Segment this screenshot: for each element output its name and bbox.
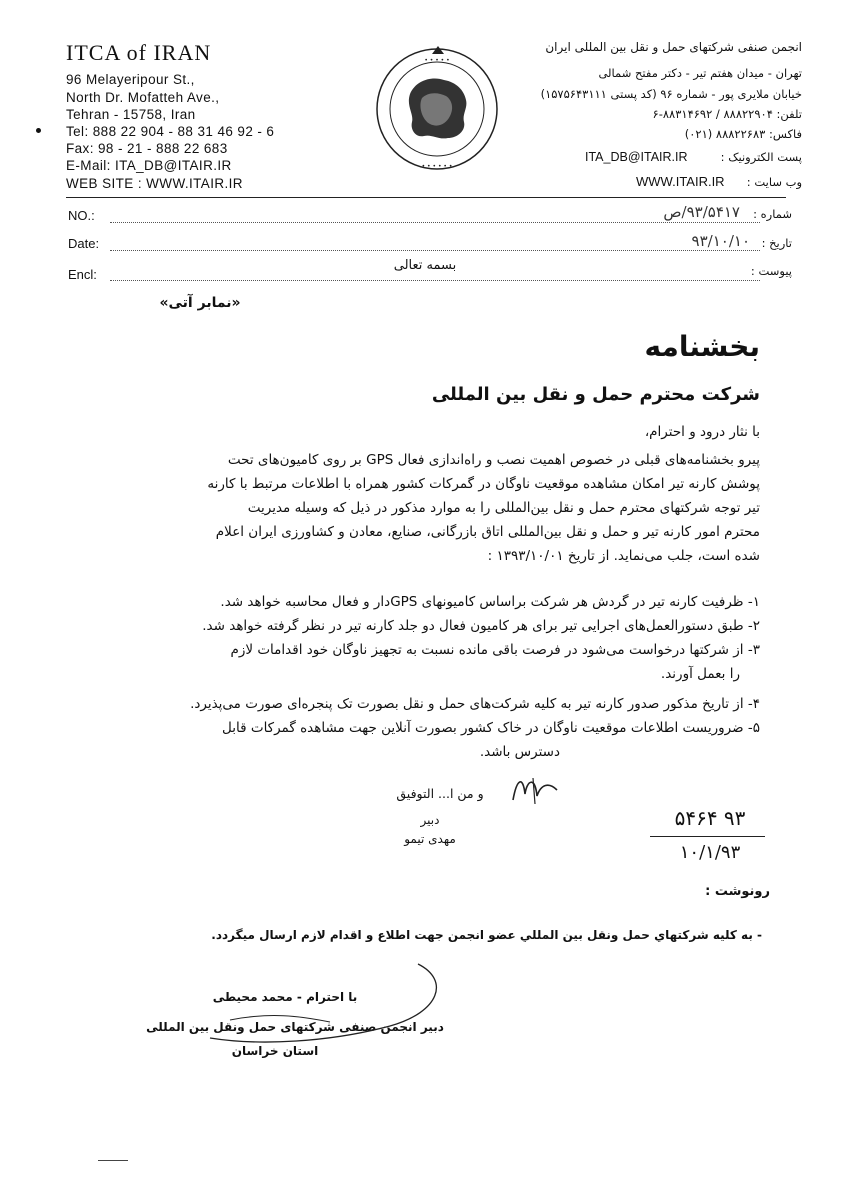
meta-no-dotline xyxy=(110,222,760,223)
letterhead-fa-email-label: پست الکترونیک : xyxy=(720,150,802,164)
letter-heading: بخشنامه xyxy=(644,330,760,363)
letter-paragraph xyxy=(100,448,760,568)
paragraph-line: محترم امور کارنه تیر و حمل و نقل بین‌المللی اتاق بازرگانی، صنایع، معادن و کشاورزی ایران اعلام xyxy=(215,524,760,540)
paragraph-line: شده است، جلب می‌نماید. از تاریخ ۱۳۹۳/۱۰/۰۱ : xyxy=(487,548,760,564)
margin-dot-icon xyxy=(36,128,41,133)
meta-no-label: NO.: xyxy=(68,208,95,223)
letterhead-en-tel: Tel: 888 22 904 - 88 31 46 92 - 6 xyxy=(66,124,275,139)
meta-encl-fa-label: پیوست : xyxy=(750,264,792,278)
signer-name: مهدی تیمو xyxy=(404,832,456,846)
meta-date-dotline xyxy=(110,250,760,251)
handwritten-signature-icon xyxy=(505,770,565,810)
letterhead-fa-tel: تلفن: ۸۸۸۲۲۹۰۴ / ۸۸۳۱۴۶۹۲-۶ xyxy=(652,107,802,121)
list-item: ۴- از تاریخ مذکور صدور کارنه تیر به کلیه شرکت‌های حمل و نقل بصورت تک پنجره‌ای صورت می‌پذیرد. xyxy=(190,696,760,712)
letterhead-fa-email-value: ITA_DB@ITAIR.IR xyxy=(585,150,688,164)
list-item: ۱- ظرفیت کارنه تیر در گردش هر شرکت براساس کامیونهای GPSدار و فعال محاسبه خواهد شد. xyxy=(220,594,760,610)
list-item: دسترس باشد. xyxy=(479,744,560,760)
letterhead-fa-address-1: تهران - میدان هفتم تیر - دکتر مفتح شمالی xyxy=(598,66,802,80)
meta-number-fa-label: شماره : xyxy=(753,207,792,221)
meta-encl-dotline xyxy=(110,280,760,281)
letterhead-en-brand: ITCA of IRAN xyxy=(66,40,212,65)
stamp-divider xyxy=(650,836,765,837)
signer-title: دبیر xyxy=(420,813,440,827)
paragraph-line: پیرو بخشنامه‌های قبلی در خصوص اهمیت نصب و راه‌اندازی فعال GPS بر روی کامیون‌های تحت xyxy=(227,452,760,468)
svg-text:• • • • • •: • • • • • • xyxy=(421,163,453,170)
paragraph-line: پوشش کارنه تیر امکان مشاهده موقعیت ناوگان در گمرکات کشور همراه با اطلاعات مرتبط با کارنه xyxy=(207,476,760,492)
fax-note: «نمابر آتی» xyxy=(159,295,241,311)
letterhead-en-address-2: North Dr. Mofatteh Ave., xyxy=(66,90,220,105)
cc-label: رونوشت : xyxy=(705,884,770,899)
svg-text:• • • • •: • • • • • xyxy=(424,57,450,64)
letter-items xyxy=(60,590,760,764)
letterhead-fa-web-value: WWW.ITAIR.IR xyxy=(636,174,725,189)
letterhead-en-email: E-Mail: ITA_DB@ITAIR.IR xyxy=(66,158,232,173)
letterhead-en-address-3: Tehran - 15758, Iran xyxy=(66,107,196,122)
list-item: ۵- ضروریست اطلاعات موقعیت ناوگان در خاک کشور بصورت آنلاین جهت مشاهده گمرکات قابل xyxy=(222,720,760,736)
cc-province: استان خراسان xyxy=(231,1044,319,1058)
letterhead-fa-address-2: خیابان ملایری پور - شماره ۹۶ (کد پستی ۱۵۷۵۶۴۳۱۱۱) xyxy=(540,87,802,101)
letterhead-fa-web-label: وب سایت : xyxy=(746,175,802,189)
letterhead-fa-fax: فاکس: ۸۸۸۲۲۶۸۳ (۰۲۱) xyxy=(684,127,802,141)
cc-signature-icon xyxy=(150,960,450,1055)
cc-regards: با احترام - محمد محیطی xyxy=(212,990,358,1004)
meta-encl-label: Encl: xyxy=(68,267,97,282)
letterhead-en-fax: Fax: 98 - 21 - 888 22 683 xyxy=(66,141,228,156)
stamp-date: ۱۰/۱/۹۳ xyxy=(679,842,741,863)
list-item: را بعمل آورند. xyxy=(660,666,740,682)
list-item: ۲- طبق دستورالعمل‌های اجرایی تیر برای هر کامیون فعال دو جلد کارنه تیر در نظر گرفته خواهد شد. xyxy=(202,618,760,634)
letterhead-fa-brand: انجمن صنفی شرکتهای حمل و نقل بین المللی ایران xyxy=(545,40,802,54)
letter-closing: و من ا... التوفیق xyxy=(396,786,484,801)
meta-date-fa-label: تاریخ : xyxy=(761,236,792,250)
letterhead-en-address-1: 96 Melayeripour St., xyxy=(66,72,195,87)
association-seal-icon xyxy=(362,34,512,184)
cc-title: دبیر انجمن صنفی شرکتهای حمل ونقل بین المللی xyxy=(146,1020,444,1034)
letterhead-en-web: WEB SITE : WWW.ITAIR.IR xyxy=(66,176,243,191)
stamp-number: ۹۳ ۵۴۶۴ xyxy=(674,806,746,830)
list-item: ۳- از شرکتها درخواست می‌شود در فرصت باقی مانده نسبت به تجهیز ناوگان خود اقدامات لازم xyxy=(230,642,760,658)
meta-date-label: Date: xyxy=(68,236,100,251)
cc-line: - به کلیه شرکتهاي حمل ونقل بين المللي عضو انجمن جهت اطلاع و اقدام لازم ارسال ميگردد. xyxy=(211,928,762,942)
meta-date-value: ۹۳/۱۰/۱۰ xyxy=(691,232,750,250)
invocation: بسمه تعالی xyxy=(393,258,457,273)
meta-number-value: ۹۳/۵۴۱۷/ص xyxy=(663,203,740,221)
paragraph-line: تیر توجه شرکتهای محترم حمل و نقل بین‌المللی را به موارد مذکور در ذیل که وسیله مدیریت xyxy=(247,500,760,516)
letter-addressee: شرکت محترم حمل و نقل بین المللی xyxy=(431,384,760,405)
header-divider xyxy=(66,197,786,198)
letter-greeting: با نثار درود و احترام، xyxy=(644,424,760,440)
footer-mark xyxy=(98,1160,128,1161)
